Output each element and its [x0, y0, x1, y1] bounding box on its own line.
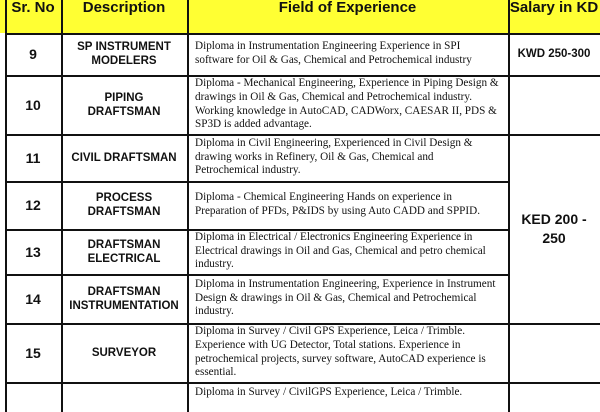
row-field: Diploma - Chemical Engineering Hands on experience in Preparation of PFDs, P&IDS by using Auto CADD and SPPID.: [195, 191, 480, 217]
row-field: Diploma in Instrumentation Engineering Experience in SPI software for Oil & Gas, Chemical and Petrochemical industry: [195, 40, 472, 66]
row-field: Diploma in Civil Engineering, Experienced in Civil Design & drawing works in Refinery, Oil & Gas, Chemical and Petrochemical industry.: [195, 137, 473, 177]
column-divider: [187, 0, 189, 412]
row-divider: [5, 274, 508, 276]
row-field: Diploma in Electrical / Electronics Engineering Experience in Electrical drawings in Oil and Gas, Chemical and petro chemical industry.: [195, 231, 486, 271]
row-description: DRAFTSMAN ELECTRICAL: [87, 238, 161, 265]
row-no: 14: [25, 290, 41, 307]
row-no: 11: [25, 149, 41, 166]
row-no: [5, 382, 61, 412]
row-field: Diploma in Instrumentation Engineering, Experience in Instrument Design & drawings in Oil & Gas, Chemical and Petrochemical industry.: [195, 278, 496, 318]
row-description: CIVIL DRAFTSMAN: [71, 151, 177, 164]
row-description: [61, 382, 187, 412]
column-divider: [508, 0, 510, 412]
row-field: Diploma in Survey / CivilGPS Experience, Leica / Trimble.: [195, 386, 463, 398]
row-divider: [5, 134, 600, 136]
row-field: Diploma - Mechanical Engineering, Experience in Piping Design & drawings in Oil & Gas, Chemical and Petrochemical industry. Working knowledge in AutoCAD, CADWorx, CAESAR II, PDS & SP3D is added advantage.: [195, 77, 499, 131]
row-divider: [5, 323, 600, 325]
row-divider: [5, 181, 508, 183]
table-border-left: [5, 0, 7, 412]
row-description: PIPING DRAFTSMAN: [87, 91, 161, 118]
row-no: 10: [25, 96, 41, 113]
column-divider: [61, 0, 63, 412]
row-description: PROCESS DRAFTSMAN: [87, 192, 161, 218]
header-salary: Salary in KD: [509, 0, 599, 16]
row-description: DRAFTSMAN INSTRUMENTATION: [69, 285, 179, 312]
row-description: SURVEYOR: [91, 346, 157, 359]
row-no: 9: [29, 46, 37, 62]
row-divider: [5, 229, 508, 231]
row-description: SP INSTRUMENT MODELERS: [77, 41, 171, 67]
row-field: Diploma in Survey / Civil GPS Experience, Leica / Trimble. Experience with UG Detector, Total stations. Experience in petrochemical projects, survey software, AutoCAD experience is essential.: [195, 325, 486, 379]
row-salary: KWD 250-300: [517, 48, 591, 60]
row-no: 13: [25, 243, 41, 260]
row-no: 12: [25, 197, 41, 213]
header-description: Description: [82, 0, 166, 16]
header-sr-no: Sr. No: [11, 0, 55, 16]
row-no: 15: [25, 344, 41, 361]
row-divider: [5, 75, 600, 77]
header-field-of-experience: Field of Experience: [278, 0, 417, 16]
row-divider: [5, 382, 600, 384]
row-divider: [5, 33, 600, 35]
merged-salary: KED 200 - 250: [521, 210, 587, 246]
